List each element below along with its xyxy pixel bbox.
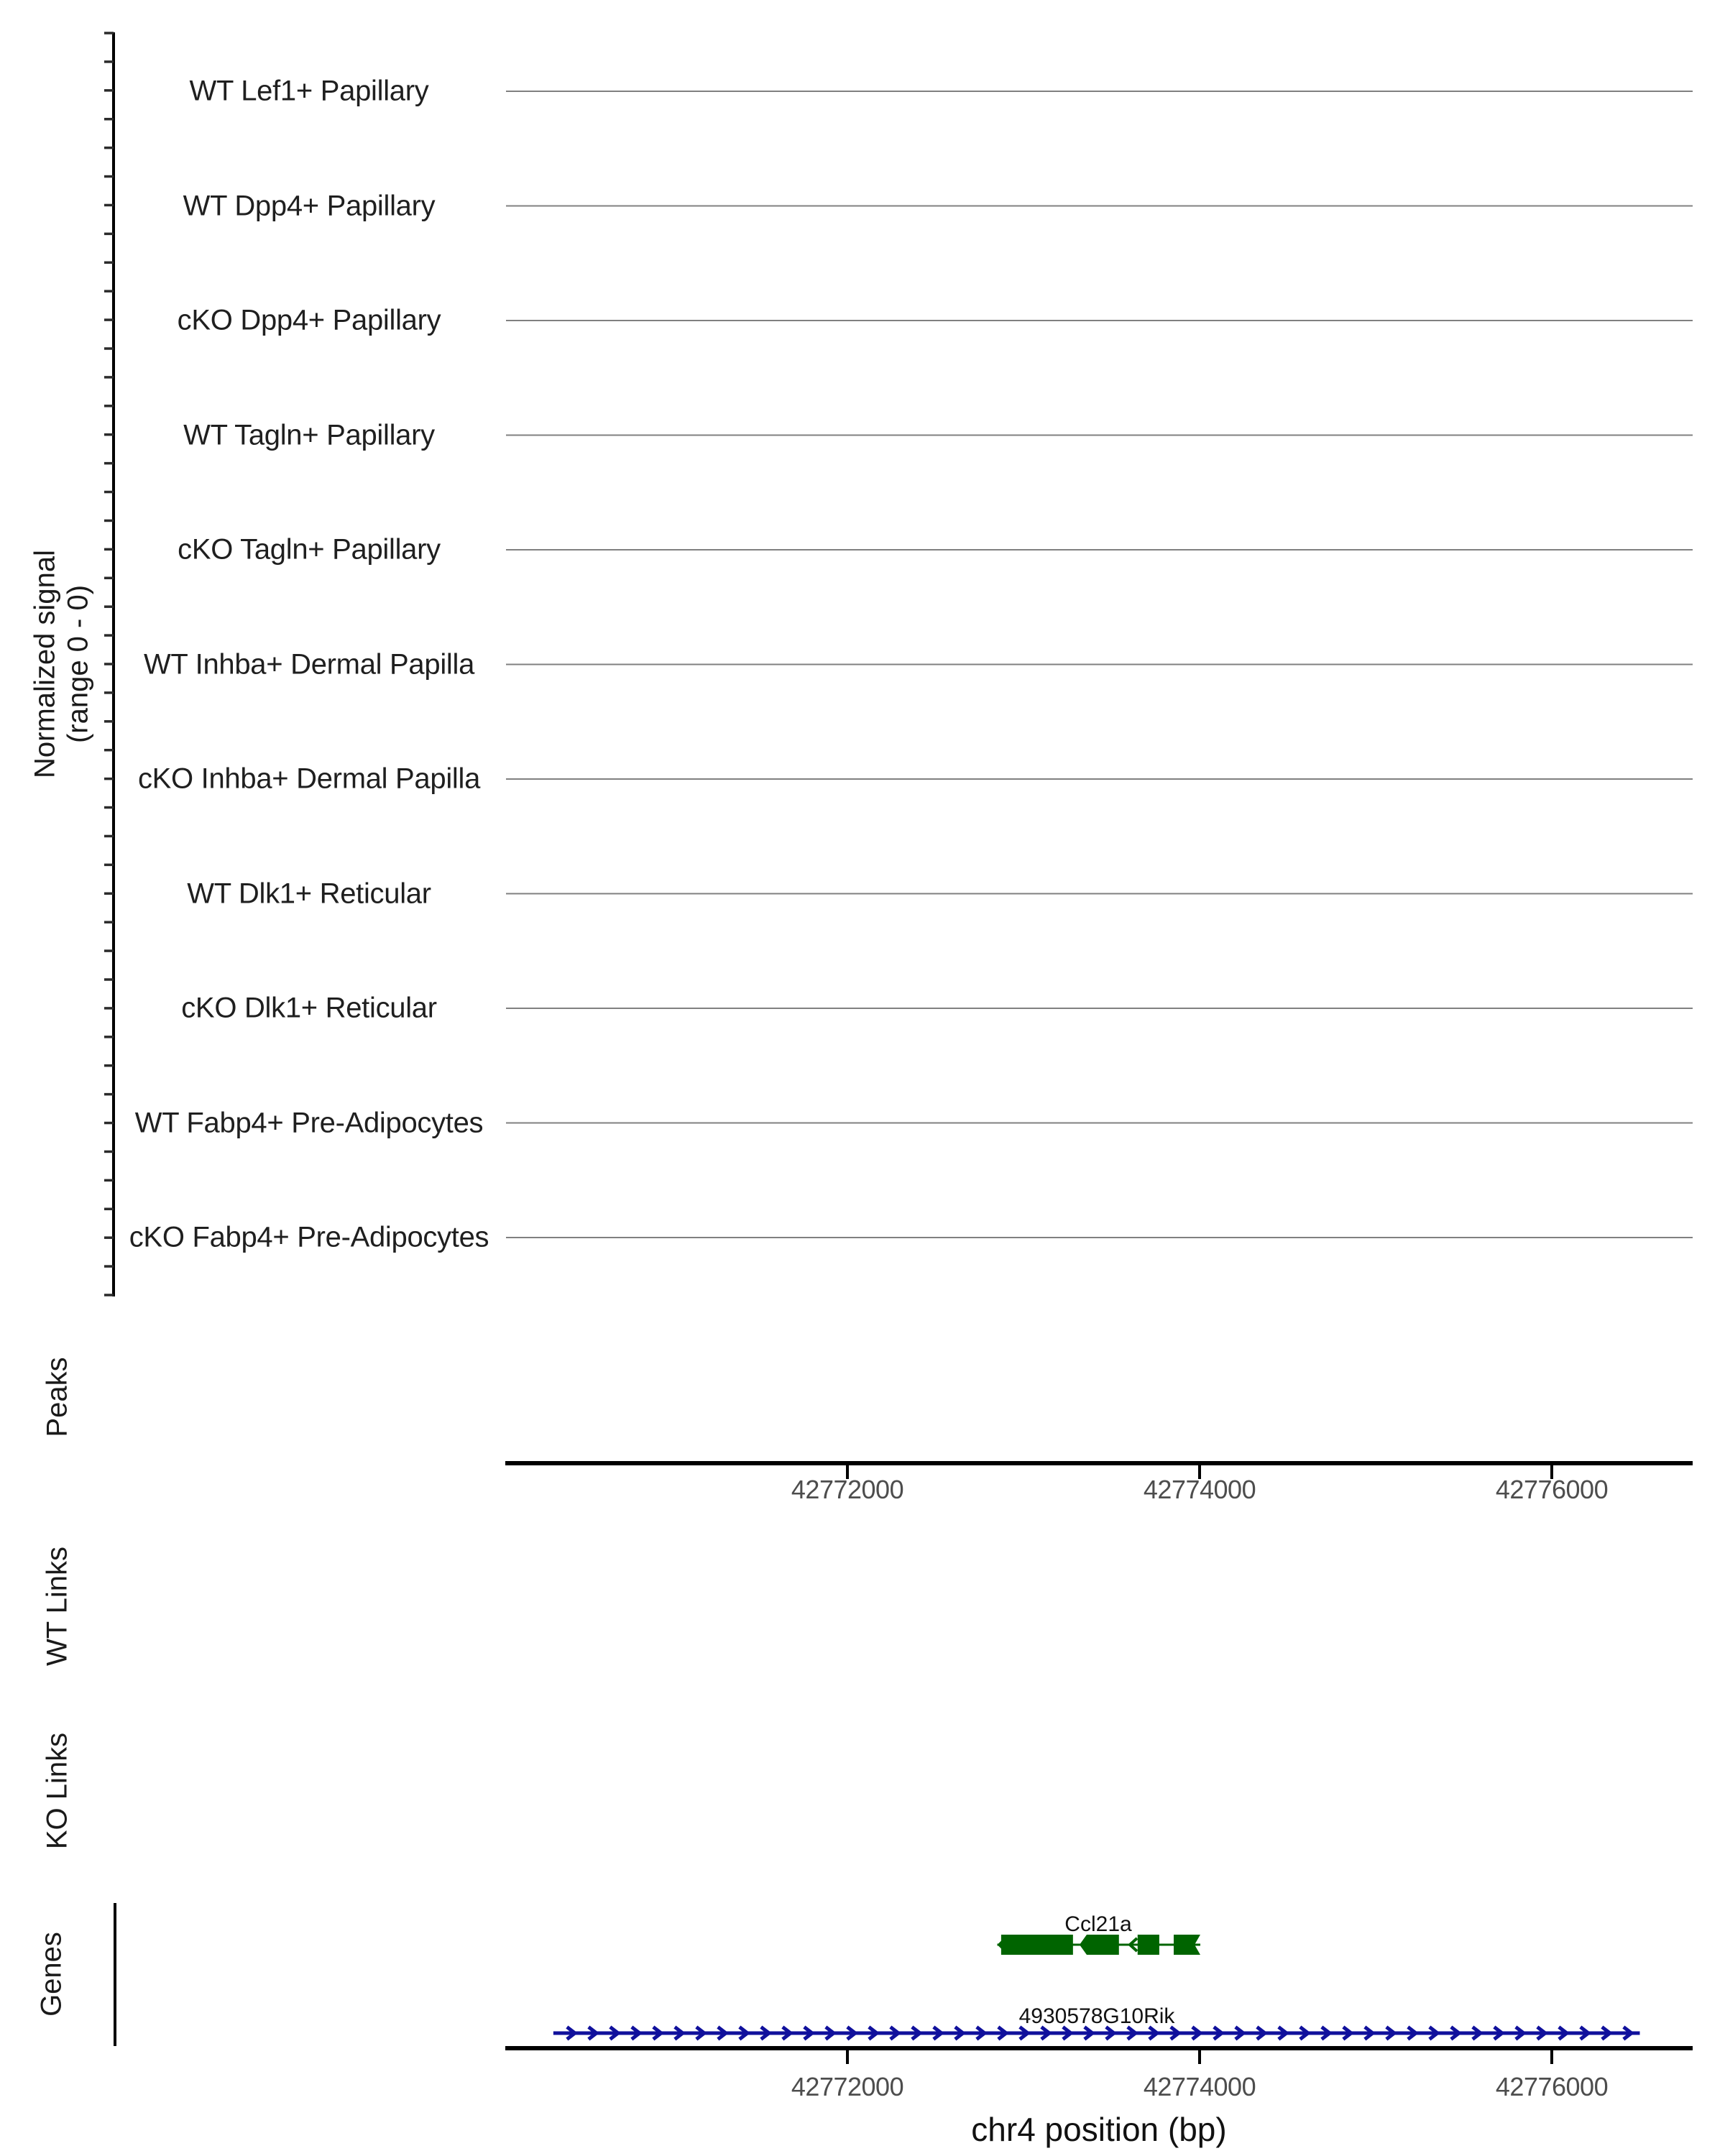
x-axis-title: chr4 position (bp)	[971, 2111, 1227, 2148]
section-label-genes: Genes	[35, 1932, 68, 2017]
track-label-wt-dlk1-reticular: WT Dlk1+ Reticular	[187, 877, 431, 909]
signal-y-axis-bracket	[104, 32, 114, 1296]
track-label-cko-dpp4-papillary: cKO Dpp4+ Papillary	[177, 304, 441, 336]
bottom-axis-tick-42776000: 42776000	[1495, 2072, 1609, 2101]
gene-exon	[1138, 1935, 1159, 1955]
track-label-cko-inhba-dermal-papilla: cKO Inhba+ Dermal Papilla	[137, 763, 481, 795]
track-label-wt-lef1-papillary: WT Lef1+ Papillary	[189, 75, 429, 107]
peaks-axis-tick-42774000: 42774000	[1143, 1475, 1256, 1504]
track-label-wt-inhba-dermal-papilla: WT Inhba+ Dermal Papilla	[143, 648, 475, 680]
peaks-axis-tick-42772000: 42772000	[791, 1475, 904, 1504]
peaks-axis-tick-42776000: 42776000	[1495, 1475, 1609, 1504]
track-label-cko-fabp4-preadipocytes: cKO Fabp4+ Pre-Adipocytes	[129, 1221, 489, 1253]
signal-axis-label	[29, 550, 96, 778]
gene-label-4930578g10rik: 4930578G10Rik	[1018, 2004, 1175, 2028]
signal-axis-label-line2: (range 0 - 0)	[63, 584, 94, 744]
bottom-axis-tick-42774000: 42774000	[1143, 2072, 1256, 2101]
signal-track-baselines	[506, 91, 1693, 1238]
bottom-x-axis	[505, 2048, 1693, 2064]
bottom-axis-tick-42772000: 42772000	[791, 2072, 904, 2101]
track-label-wt-tagln-papillary: WT Tagln+ Papillary	[183, 419, 435, 451]
signal-axis-label-line1: Normalized signal	[29, 550, 61, 778]
gene-4930578g10rik	[553, 2027, 1640, 2040]
gene-label-ccl21a: Ccl21a	[1064, 1912, 1132, 1936]
track-label-wt-fabp4-preadipocytes: WT Fabp4+ Pre-Adipocytes	[134, 1107, 484, 1138]
section-label-peaks: Peaks	[41, 1357, 73, 1437]
gene-exon	[1080, 1935, 1119, 1955]
track-label-wt-dpp4-papillary: WT Dpp4+ Papillary	[183, 190, 436, 221]
track-label-cko-dlk1-reticular: cKO Dlk1+ Reticular	[181, 992, 437, 1024]
section-label-ko-links: KO Links	[41, 1732, 73, 1850]
section-label-wt-links: WT Links	[41, 1547, 73, 1666]
gene-ccl21a	[997, 1935, 1200, 1955]
track-label-cko-tagln-papillary: cKO Tagln+ Papillary	[178, 533, 441, 566]
gene-exon	[1001, 1935, 1073, 1955]
